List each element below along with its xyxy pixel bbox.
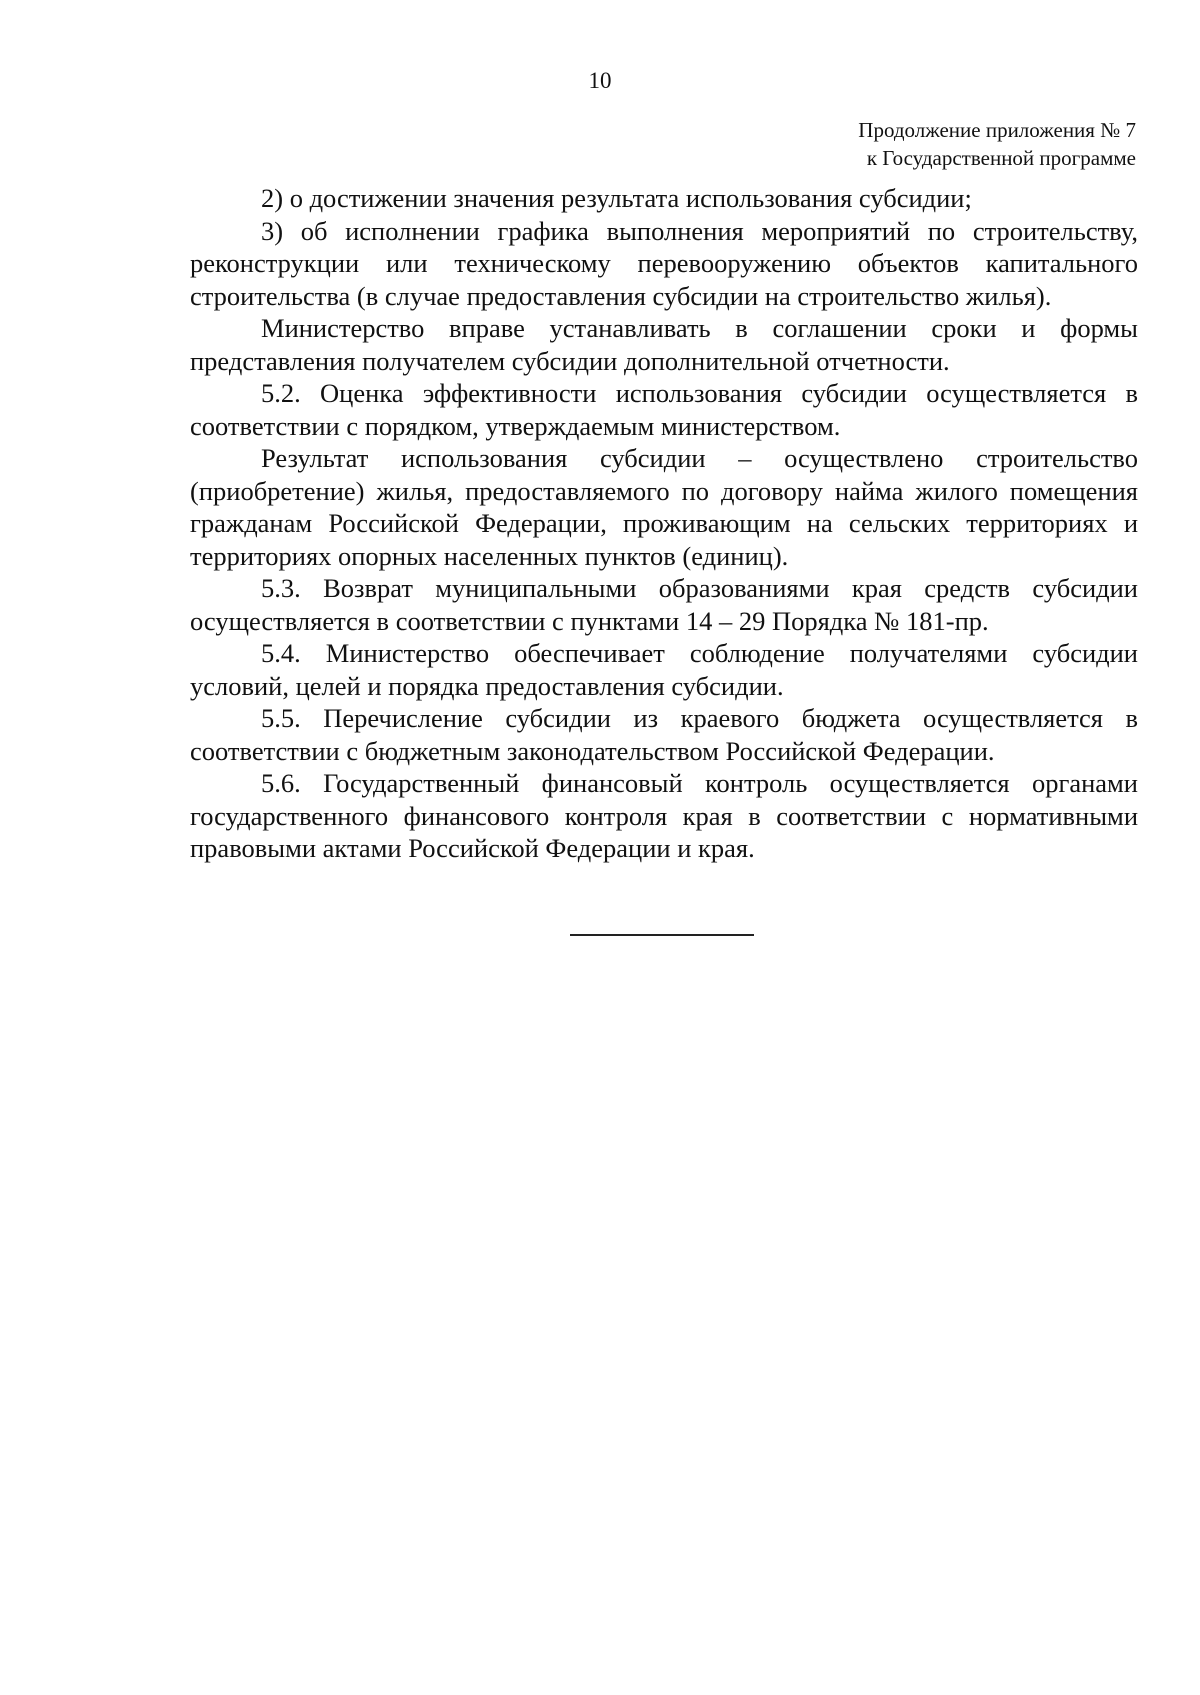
paragraph-5-2: 5.2. Оценка эффективности использования субсидии осуществляется в соответствии с порядком, утверждаемым министерством. <box>190 378 1138 441</box>
paragraph-item-2: 2) о достижении значения результата использования субсидии; <box>261 183 972 213</box>
end-of-text-rule <box>570 934 754 936</box>
paragraph-ministry-rights: Министерство вправе устанавливать в соглашении сроки и формы представления получателем субсидии дополнительной отчетности. <box>190 313 1138 376</box>
paragraph-result: Результат использования субсидии – осуществлено строительство (приобретение) жилья, предоставляемого по договору найма жилого помещения гражданам Российской Федерации, проживающим на сельских территориях и территориях опорных населенных пунктов (единиц). <box>190 443 1138 571</box>
document-body <box>190 182 1138 865</box>
paragraph-5-3: 5.3. Возврат муниципальными образованиями края средств субсидии осуществляется в соответствии с пунктами 14 – 29 Порядка № 181-пр. <box>190 573 1138 636</box>
appendix-note-line-1: Продолжение приложения № 7 <box>858 118 1136 142</box>
appendix-note-line-2: к Государственной программе <box>866 146 1136 170</box>
paragraph-5-4: 5.4. Министерство обеспечивает соблюдение получателями субсидии условий, целей и порядка предоставления субсидии. <box>190 638 1138 701</box>
paragraph-5-6: 5.6. Государственный финансовый контроль осуществляется органами государственного финансового контроля края в соответствии с нормативными правовыми актами Российской Федерации и края. <box>190 768 1138 863</box>
appendix-continuation-note <box>616 116 1136 172</box>
paragraph-item-3: 3) об исполнении графика выполнения мероприятий по строительству, реконструкции или техническому перевооружению объектов капитального строительства (в случае предоставления субсидии на строительство жилья). <box>190 215 1138 311</box>
paragraph-5-5: 5.5. Перечисление субсидии из краевого бюджета осуществляется в соответствии с бюджетным законодательством Российской Федерации. <box>190 703 1138 766</box>
page-number: 10 <box>588 68 612 93</box>
